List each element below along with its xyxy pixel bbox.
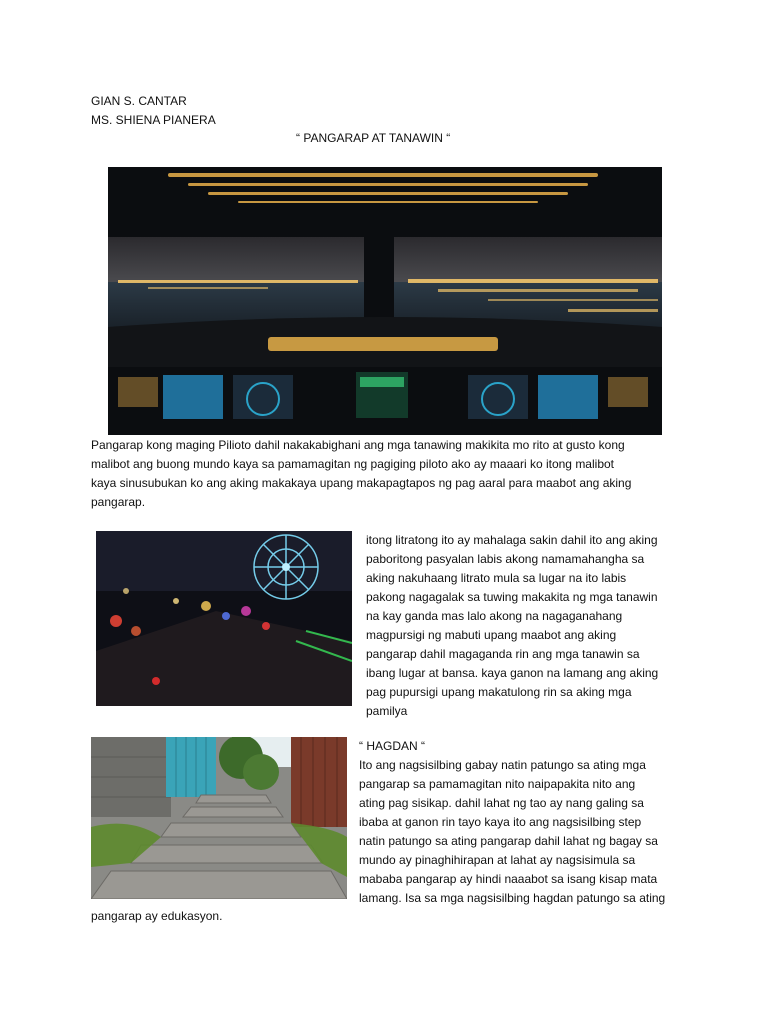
text-line: paboritong pasyalan labis akong namamahangha sa — [366, 552, 645, 566]
text-line: kaya sinusubukan ko ang aking makakaya upang makapagtapos ng pag aaral para maabot ang aking — [91, 476, 632, 490]
text-line: ating pag sisikap. dahil lahat ng tao ay nang galing sa — [359, 796, 644, 810]
text-line: malibot ang buong mundo kaya sa pamamagitan ng pagiging piloto ako ay maaari ko itong malibot — [91, 457, 614, 471]
ferris-wheel-night-photo — [96, 531, 352, 706]
text-line: pangarap ay edukasyon. — [91, 909, 223, 923]
text-line: itong litratong ito ay mahalaga sakin dahil ito ang aking — [366, 533, 658, 547]
text-line: Ito ang nagsisilbing gabay natin patungo sa ating mga — [359, 758, 646, 772]
author-name: GIAN S. CANTAR — [91, 94, 187, 108]
text-line: pangarap. — [91, 495, 146, 509]
text-line: pakong nagagalak sa tuwing makakita ng mga tanawin — [366, 590, 658, 604]
text-line: Pangarap kong maging Pilioto dahil nakakabighani ang mga tanawing makikita mo rito at gusto kong — [91, 438, 625, 452]
text-line: pag pupursigi upang makatulong rin sa aking mga — [366, 685, 632, 699]
page-title: “ PANGARAP AT TANAWIN “ — [296, 131, 451, 145]
concrete-stairs-photo — [91, 737, 347, 899]
text-line: pangarap sa pamamagitan nito naipapakita nito ang — [359, 777, 636, 791]
text-line: pangarap dahil magaganda rin ang mga tanawin sa — [366, 647, 640, 661]
teacher-name: MS. SHIENA PIANERA — [91, 113, 216, 127]
text-line: mababa pangarap ay hindi naaabot sa isang kisap mata — [359, 872, 658, 886]
text-line: aking nakuhaang litrato mula sa lugar na ito labis — [366, 571, 627, 585]
text-line: na kay ganda mas lalo akong na nagaganahang — [366, 609, 623, 623]
text-line: ibaba at ganon rin tayo kaya ito ang nagsisilbing step — [359, 815, 642, 829]
cockpit-photo — [108, 167, 662, 435]
text-line: lamang. Isa sa mga nagsisilbing hagdan patungo sa ating — [359, 891, 666, 905]
text-line: pamilya — [366, 704, 408, 718]
text-line: magpursigi ng mabuti upang maabot ang aking — [366, 628, 617, 642]
text-line: mundo ay pinaghihirapan at lahat ay nagsisimula sa — [359, 853, 636, 867]
section-heading: “ HAGDAN “ — [359, 739, 425, 753]
text-line: ibang lugar at bansa. kaya ganon na lamang ang aking — [366, 666, 659, 680]
text-line: natin patungo sa ating pangarap dahil lahat ng bagay sa — [359, 834, 658, 848]
